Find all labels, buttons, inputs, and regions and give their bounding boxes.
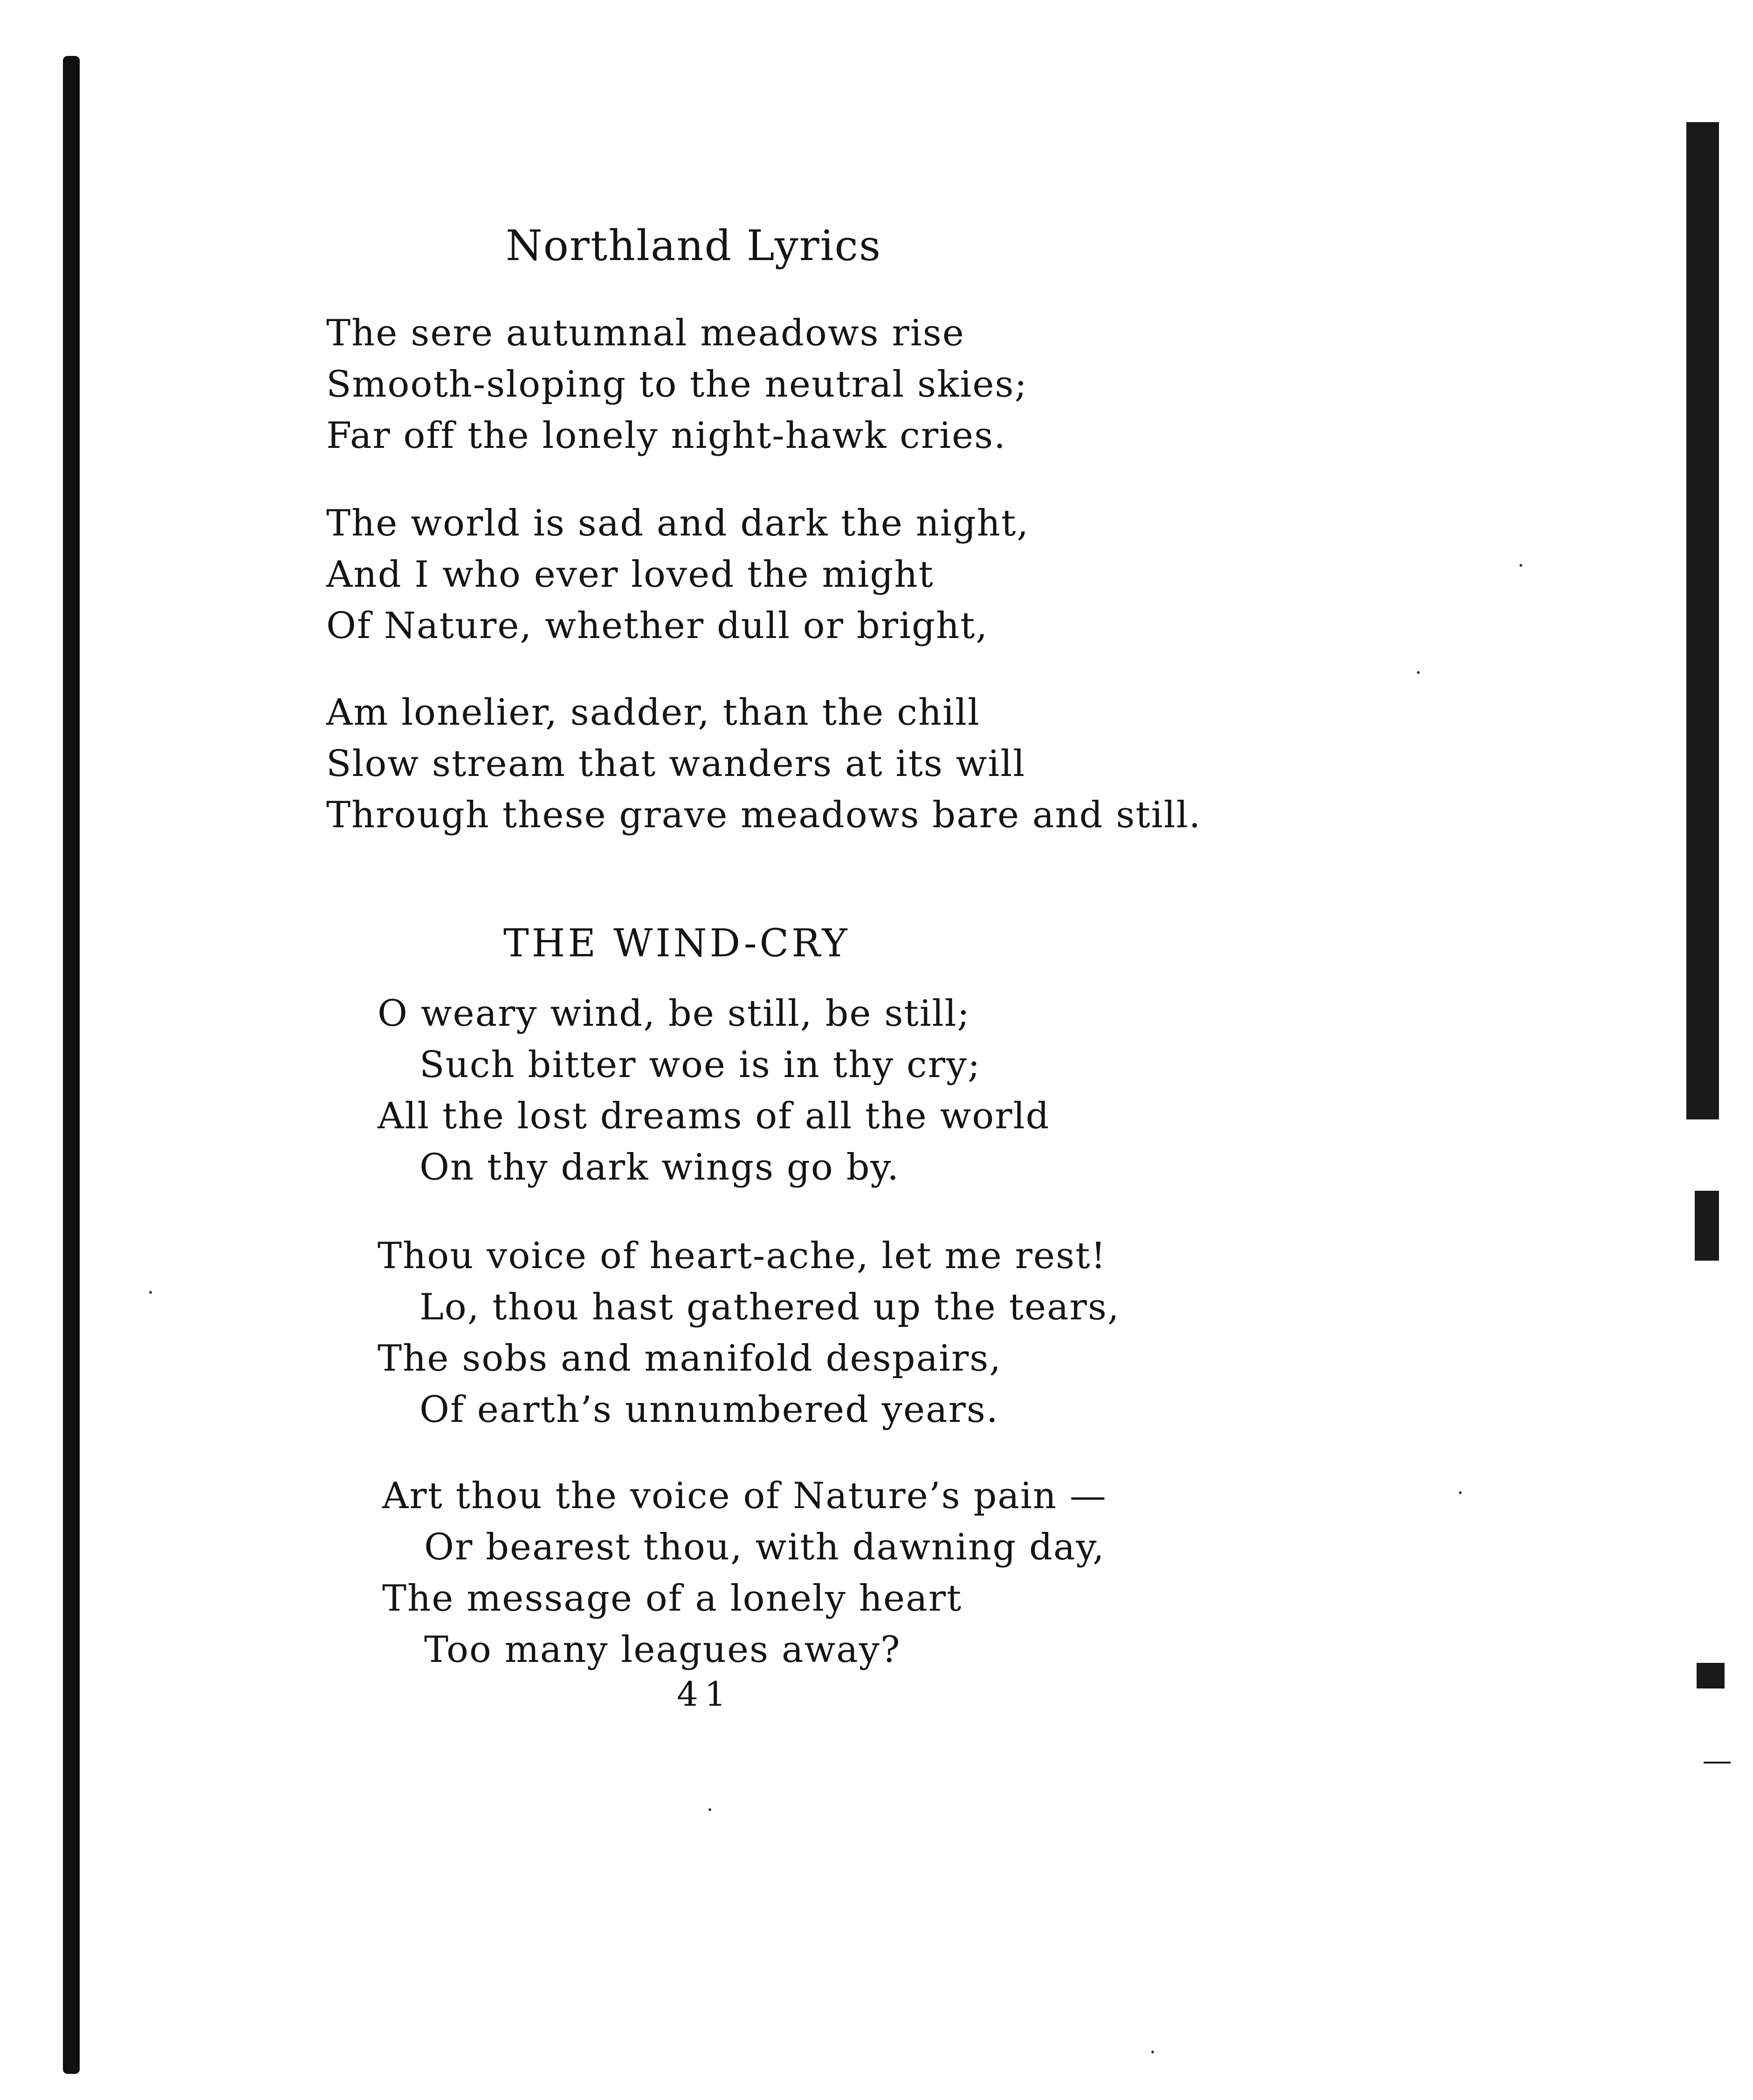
- scan-edge-artifact: [1697, 1663, 1725, 1688]
- poem-line: Of earth’s unnumbered years.: [419, 1389, 999, 1431]
- poem-stanza: [378, 1230, 1120, 1435]
- poem-stanza: [326, 308, 1028, 461]
- poem-line: O weary wind, be still, be still;: [378, 993, 970, 1035]
- poem-line: Of Nature, whether dull or bright,: [326, 605, 989, 647]
- poem-line: And I who ever loved the might: [326, 554, 934, 596]
- poem-line: Lo, thou hast gathered up the tears,: [419, 1286, 1120, 1328]
- poem-title: THE WIND-CRY: [503, 921, 850, 966]
- poem-line: All the lost dreams of all the world: [378, 1095, 1050, 1137]
- poem-line: Am lonelier, sadder, than the chill: [326, 692, 981, 734]
- scan-speck: [1519, 564, 1522, 567]
- poem-stanza: [382, 1470, 1107, 1675]
- poem-stanza: [326, 498, 1029, 652]
- scan-edge-artifact: [1686, 122, 1719, 1119]
- poem-line: Slow stream that wanders at its will: [326, 743, 1026, 785]
- scan-edge-artifact: [1695, 1191, 1719, 1261]
- scan-speck: [1459, 1491, 1462, 1494]
- poem-line: The world is sad and dark the night,: [326, 502, 1030, 544]
- page-number: 41: [677, 1675, 733, 1714]
- scan-speck: [1151, 2051, 1154, 2053]
- scan-speck: [708, 1808, 711, 1811]
- poem-line: Through these grave meadows bare and still.: [326, 794, 1202, 836]
- poem-line: Such bitter woe is in thy cry;: [419, 1044, 981, 1086]
- scan-speck: [149, 1291, 152, 1294]
- running-header: Northland Lyrics: [506, 221, 882, 270]
- poem-line: The sere autumnal meadows rise: [326, 312, 965, 354]
- poem-line: Too many leagues away?: [424, 1629, 901, 1671]
- poem-stanza: [326, 687, 1201, 841]
- binding-shadow: [63, 56, 80, 2074]
- poem-stanza: [378, 988, 1050, 1193]
- poem-line: Smooth-sloping to the neutral skies;: [326, 364, 1028, 405]
- poem-line: The sobs and manifold despairs,: [378, 1338, 1002, 1379]
- poem-line: Far off the lonely night-hawk cries.: [326, 415, 1007, 457]
- poem-line: On thy dark wings go by.: [419, 1146, 900, 1188]
- scan-speck: [1417, 671, 1420, 674]
- poem-line: Or bearest thou, with dawning day,: [424, 1526, 1105, 1568]
- poem-line: Thou voice of heart-ache, let me rest!: [378, 1235, 1107, 1277]
- poem-line: The message of a lonely heart: [382, 1578, 962, 1620]
- poem-line: Art thou the voice of Nature’s pain —: [382, 1475, 1107, 1517]
- scan-edge-artifact: [1704, 1762, 1731, 1764]
